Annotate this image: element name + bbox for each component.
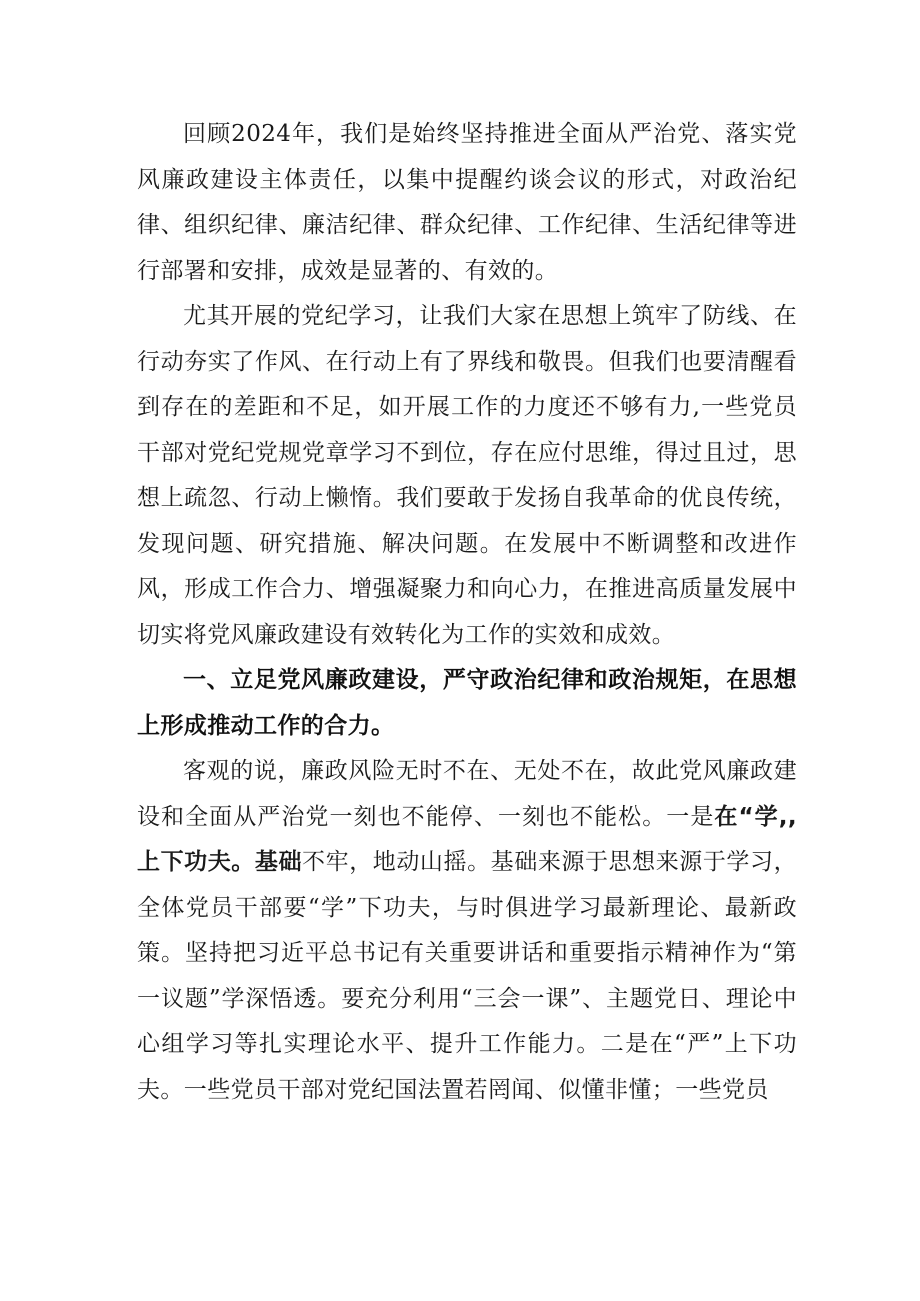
document-body [137,112,797,1113]
paragraph-party-discipline-study: 尤其开展的党纪学习，让我们大家在思想上筑牢了防线、在行动夯实了作风、在行动上有了界线和敬畏。但我们也要清醒看到存在的差距和不足，如开展工作的力度还不够有力,一些党员干部对党纪党规党章学习不到位，存在应付思维，得过且过，思想上疏忽、行动上懒惰。我们要敢于发扬自我革命的优良传统，发现问题、研究措施、解决问题。在发展中不断调整和改进作风，形成工作合力、增强凝聚力和向心力，在推进高质量发展中切实将党风廉政建设有效转化为工作的实效和成效。 [137,303,797,648]
paragraph-objective-view-text-1: 客观的说，廉政风险无时不在、无处不在，故此党风廉政建设和全面从严治党一刻也不能停、一刻也不能松。一是 [137,758,797,830]
paragraph-objective-view-bold-1: 在“学,,上下功夫。基础 [137,803,797,875]
paragraph-objective-view [137,749,797,1113]
paragraph-objective-view-text-2: 不牢，地动山摇。基础来源于思想来源于学习，全体党员干部要“学”下功夫，与时俱进学习最新理论、最新政策。坚持把习近平总书记有关重要讲话和重要指示精神作为“第一议题”学深悟透。要充分利用“三会一课”、主题党日、理论中心组学习等扎实理论水平、提升工作能力。二是在“严”上下功夫。一些党员干部对党纪国法置若罔闻、似懂非懂；一些党员 [137,849,797,1103]
paragraph-review-2024: 回顾2024年，我们是始终坚持推进全面从严治党、落实党风廉政建设主体责任，以集中提醒约谈会议的形式，对政治纪律、组织纪律、廉洁纪律、群众纪律、工作纪律、生活纪律等进行部署和安排，成效是显著的、有效的。 [137,121,797,284]
section-heading-1: 一、立足党风廉政建设，严守政治纪律和政治规矩，在思想上形成推动工作的合力。 [137,667,797,739]
